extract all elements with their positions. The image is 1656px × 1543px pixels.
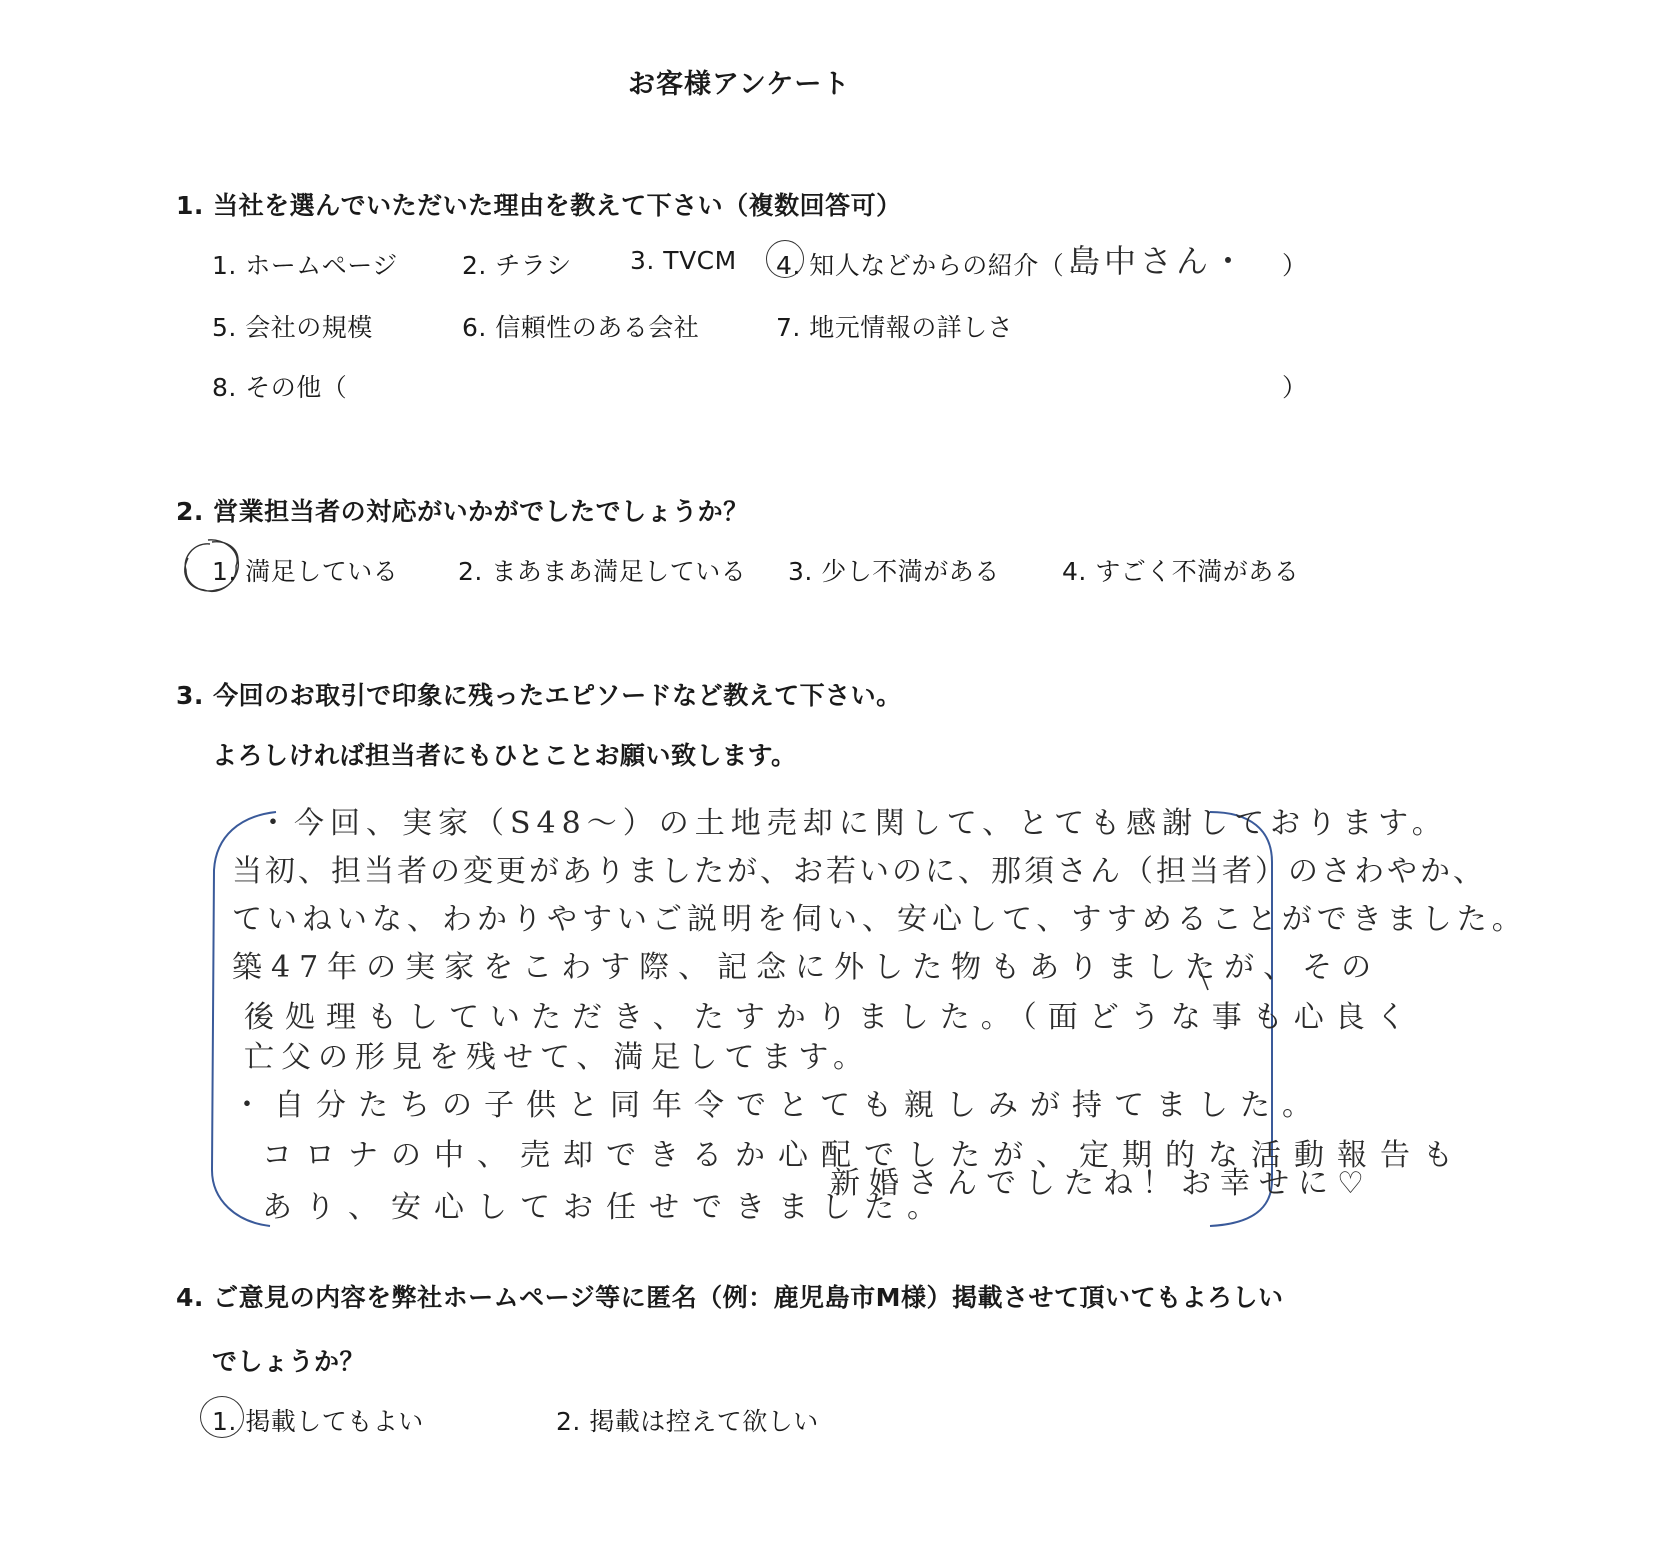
close-paren: ） [1282,373,1308,402]
q4-option-allow[interactable]: 1. 掲載してもよい [212,1407,424,1436]
question-3-line-1: 3. 今回のお取引で印象に残ったエピソードなど教えて下さい。 [176,681,902,710]
answer-line-1: ・今回、実家（S48～）の土地売却に関して、とても感謝しております。 [258,806,1448,841]
q4-option-decline[interactable]: 2. 掲載は控えて欲しい [556,1407,819,1436]
q1-option-company-size[interactable]: 5. 会社の規模 [212,313,373,342]
q1-option-referral[interactable]: 4. 知人などからの紹介（ [776,251,1065,280]
q2-option-slightly-dissatisfied[interactable]: 3. 少し不満がある [788,557,1000,586]
q2-option-very-dissatisfied[interactable]: 4. すごく不満がある [1062,557,1300,586]
answer-line-3: ていねいな、わかりやすいご説明を伺い、安心して、すすめることができました。 [232,902,1527,937]
q2-option-somewhat-satisfied[interactable]: 2. まあまあ満足している [458,557,747,586]
question-3-line-2: よろしければ担当者にもひとことお願い致します。 [212,741,797,770]
q2-option-satisfied[interactable]: 1. 満足している [212,557,399,586]
answer-line-6: 亡父の形見を残せて、満足してます。 [244,1040,870,1075]
q1-option-homepage[interactable]: 1. ホームページ [212,251,398,280]
question-4-line-1: 4. ご意見の内容を弊社ホームページ等に匿名（例：鹿児島市M様）掲載させて頂いてもよろしい [176,1283,1284,1312]
referrer-name-handwritten: 島中さん・ [1068,242,1249,280]
answer-line-8: コロナの中、売却できるか心配でしたが、定期的な活動報告も [262,1138,1466,1173]
q1-option-reliability[interactable]: 6. 信頼性のある会社 [462,313,700,342]
question-1: 1. 当社を選んでいただいた理由を教えて下さい（複数回答可） [176,191,902,220]
close-paren: ） [1282,251,1308,280]
answer-line-4: 築47年の実家をこわす際、記念に外した物もありましたが、その [232,950,1381,985]
answer-note: 新婚さんでしたね！お幸せに♡ [830,1166,1373,1201]
answer-line-5: 後処理もしていただき、たすかりました。（面どうな事も心良く [244,1000,1417,1035]
q1-option-flyer[interactable]: 2. チラシ [462,251,572,280]
answer-line-7: ・自分たちの子供と同年令でとても親しみが持てました。 [232,1088,1324,1123]
answer-line-2: 当初、担当者の変更がありましたが、お若いのに、那須さん（担当者）のさわやか、 [232,854,1486,889]
answer-line-9: あり、安心してお任せできました。 [262,1190,950,1225]
page-title: お客様アンケート [628,69,851,100]
q1-option-tvcm[interactable]: 3. TVCM [630,246,737,275]
q1-option-local-info[interactable]: 7. 地元情報の詳しさ [776,313,1014,342]
q1-option-other[interactable]: 8. その他（ [212,373,348,402]
question-4-line-2: でしょうか？ [212,1347,366,1376]
question-2: 2. 営業担当者の対応がいかがでしたでしょうか？ [176,497,749,526]
